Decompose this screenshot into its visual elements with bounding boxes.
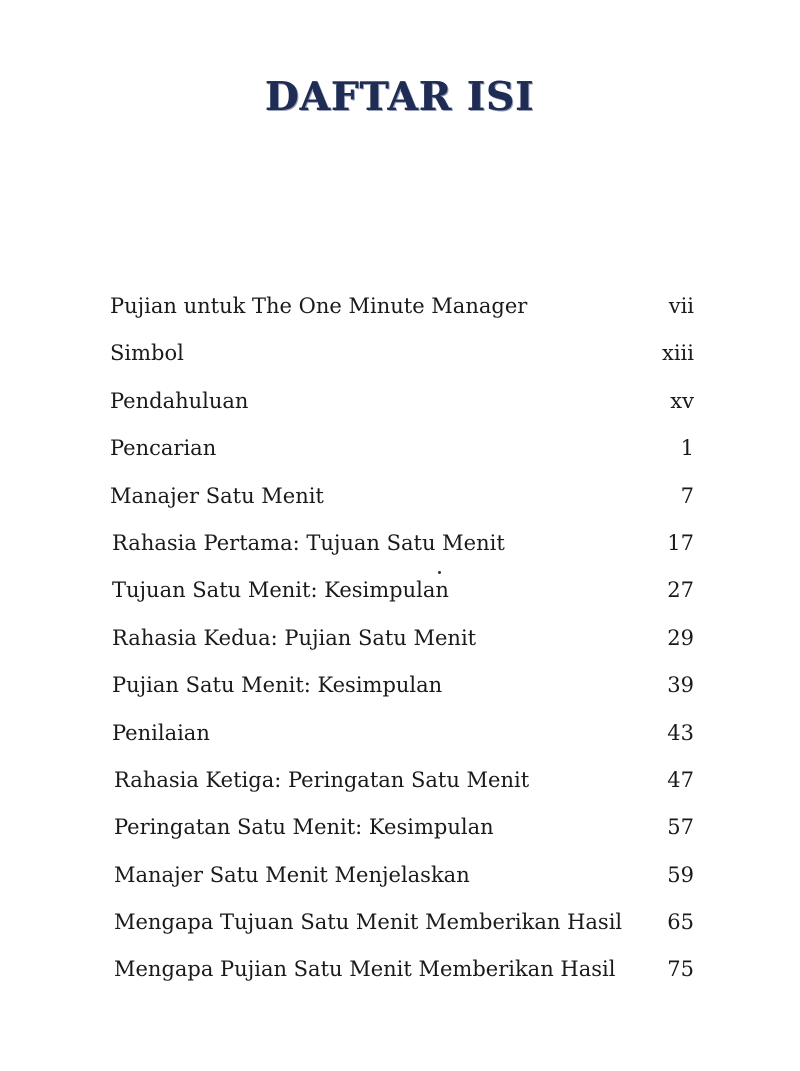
toc-entry-title: Tujuan Satu Menit: Kesimpulan xyxy=(112,578,449,603)
table-of-contents xyxy=(110,286,694,997)
toc-entry-title: Rahasia Pertama: Tujuan Satu Menit xyxy=(112,530,505,555)
toc-entry-page: 47 xyxy=(667,767,694,792)
toc-entry-page: 39 xyxy=(667,673,694,698)
toc-entry[interactable] xyxy=(110,902,694,949)
toc-entry-title: Manajer Satu Menit xyxy=(110,483,324,508)
toc-entry[interactable] xyxy=(110,713,694,760)
toc-entry[interactable] xyxy=(110,618,694,665)
toc-entry[interactable] xyxy=(110,523,694,570)
toc-entry-title: Mengapa Tujuan Satu Menit Memberikan Hasil xyxy=(114,910,623,935)
toc-entry-title: Rahasia Kedua: Pujian Satu Menit xyxy=(112,625,477,650)
toc-entry-title: Pujian untuk The One Minute Manager xyxy=(110,294,528,318)
toc-entry-title: Pendahuluan xyxy=(110,388,249,413)
toc-entry[interactable] xyxy=(110,570,694,617)
toc-entry-page: 43 xyxy=(667,720,694,745)
toc-entry-page: vii xyxy=(668,294,694,318)
toc-entry-page: 75 xyxy=(667,957,694,982)
toc-entry-title: Peringatan Satu Menit: Kesimpulan xyxy=(114,815,494,840)
toc-entry-page: 65 xyxy=(667,910,694,935)
toc-entry-page: 59 xyxy=(667,862,694,887)
toc-entry[interactable] xyxy=(110,286,694,333)
toc-entry-title: Pencarian xyxy=(110,436,217,461)
toc-entry-page: xiii xyxy=(662,341,694,366)
toc-entry-title: Penilaian xyxy=(112,720,210,745)
toc-entry-title: Simbol xyxy=(110,341,184,366)
print-speck xyxy=(438,571,441,574)
toc-entry[interactable] xyxy=(110,855,694,902)
toc-entry-page: 27 xyxy=(667,578,694,603)
toc-entry[interactable] xyxy=(110,807,694,854)
toc-entry-page: 17 xyxy=(667,530,694,555)
toc-entry[interactable] xyxy=(110,333,694,380)
page-title: DAFTAR ISI xyxy=(265,74,535,120)
toc-entry-title: Rahasia Ketiga: Peringatan Satu Menit xyxy=(114,767,530,792)
toc-entry-page: xv xyxy=(670,388,694,413)
toc-entry-title: Pujian Satu Menit: Kesimpulan xyxy=(112,673,443,698)
toc-entry-page: 1 xyxy=(680,436,694,461)
toc-entry[interactable] xyxy=(110,381,694,428)
toc-entry-page: 7 xyxy=(680,483,694,508)
toc-entry-title: Manajer Satu Menit Menjelaskan xyxy=(114,862,470,887)
toc-entry[interactable] xyxy=(110,760,694,807)
toc-entry-title: Mengapa Pujian Satu Menit Memberikan Hasil xyxy=(114,957,616,982)
toc-entry[interactable] xyxy=(110,428,694,475)
toc-entry[interactable] xyxy=(110,949,694,996)
toc-entry-page: 57 xyxy=(667,815,694,840)
toc-entry[interactable] xyxy=(110,665,694,712)
toc-entry-page: 29 xyxy=(667,625,694,650)
toc-entry[interactable] xyxy=(110,476,694,523)
